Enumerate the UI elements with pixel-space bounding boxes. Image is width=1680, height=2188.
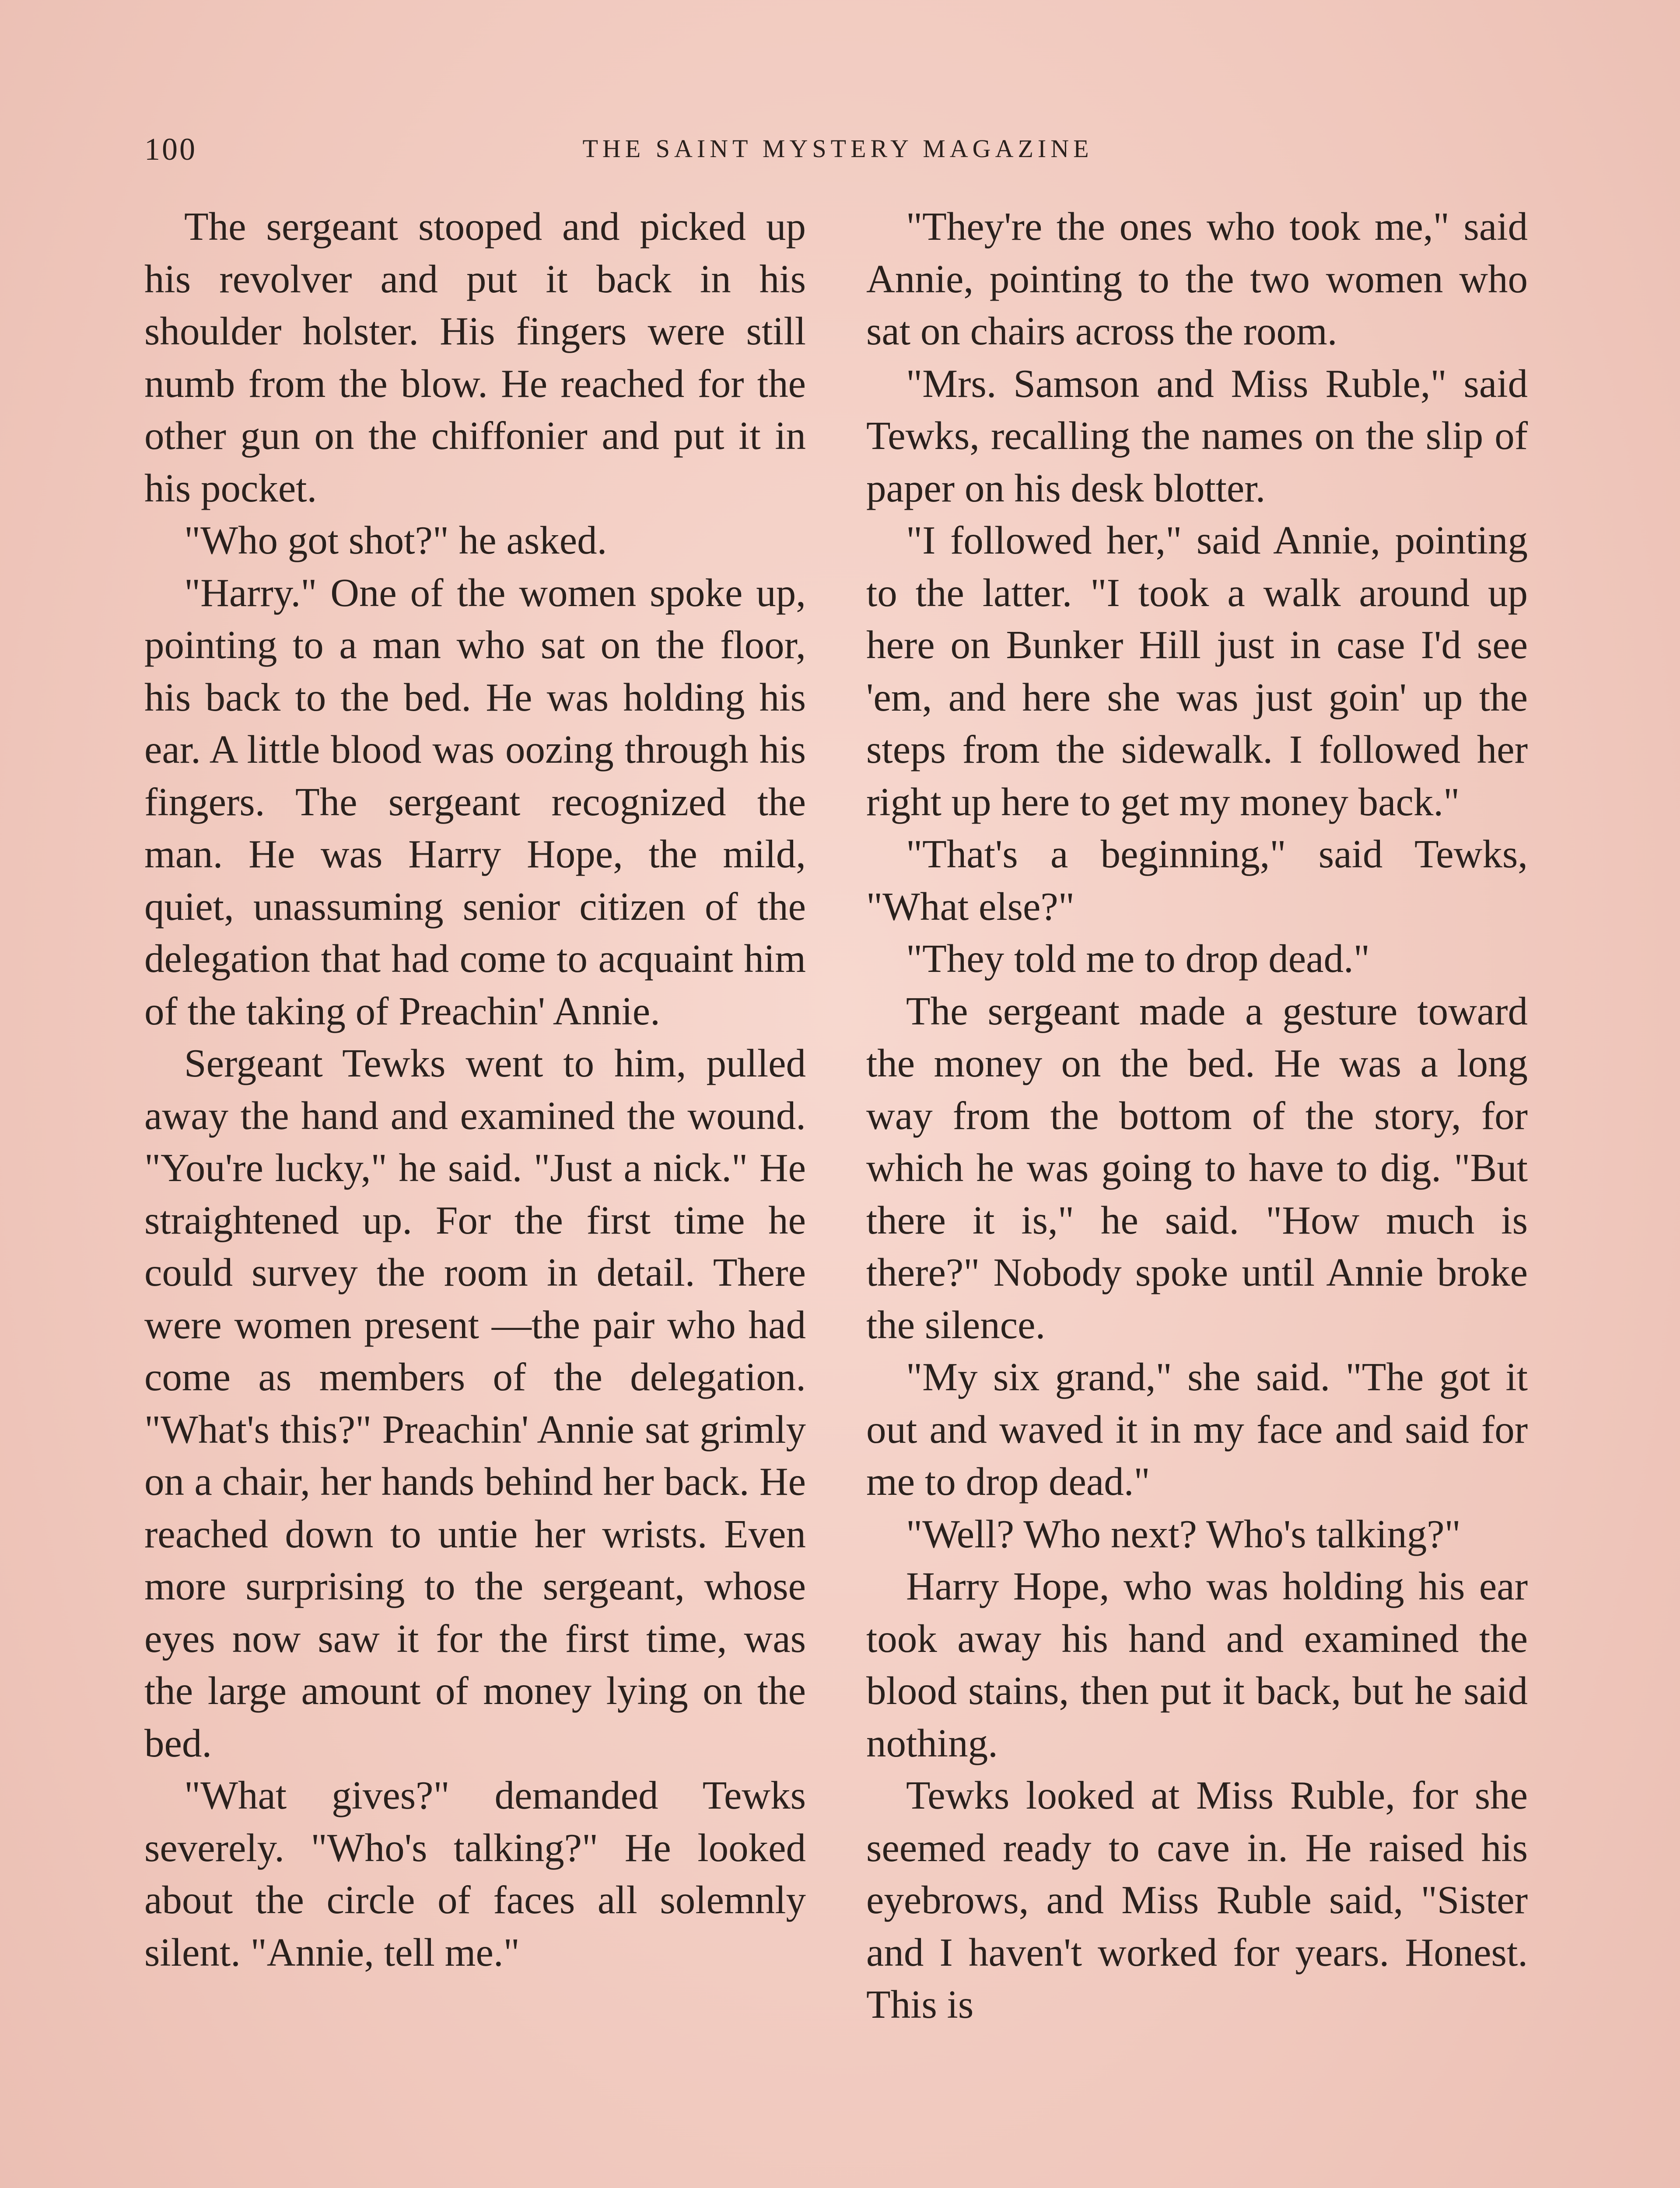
paragraph: "That's a beginning," said Tewks, "What else?": [866, 832, 1528, 929]
paragraph: "My six grand," she said. "The got it out and waved it in my face and said for me to drop dead.": [866, 1355, 1528, 1504]
paragraph: "I followed her," said Annie, pointing to the latter. "I took a walk around up here on Bunker Hill just in case I'd see 'em, and here she was just goin' up the steps from the sidewalk. I followed her right up here to get my money back.": [866, 518, 1528, 824]
magazine-title: THE SAINT MYSTERY MAGAZINE: [582, 134, 1093, 163]
page-number: 100: [144, 132, 197, 167]
paragraph: The sergeant stooped and picked up his revolver and put it back in his shoulder holster. His fingers were still numb from the blow. He reached for the other gun on the chiffonier and put it in his pocket.: [144, 204, 806, 510]
paragraph: Tewks looked at Miss Ruble, for she seemed ready to cave in. He raised his eyebrows, and Miss Ruble said, "Sister and I haven't worked for years. Honest. This is: [866, 1773, 1528, 2027]
paragraph: "Harry." One of the women spoke up, pointing to a man who sat on the floor, his back to the bed. He was holding his ear. A little blood was oozing through his fingers. The sergeant recognized the man. He was Harry Hope, the mild, quiet, unassuming senior citizen of the delegation that had come to acquaint him of the taking of Preachin' Annie.: [144, 570, 806, 1033]
paragraph: "Who got shot?" he asked.: [184, 518, 607, 562]
paragraph: "They told me to drop dead.": [906, 936, 1370, 981]
running-header: [144, 131, 1531, 175]
left-text-column: [144, 200, 806, 1978]
paragraph: "They're the ones who took me," said Annie, pointing to the two women who sat on chairs across the room.: [866, 204, 1528, 353]
paragraph: "Well? Who next? Who's talking?": [906, 1511, 1461, 1556]
paragraph: "Mrs. Samson and Miss Ruble," said Tewks, recalling the names on the slip of paper on his desk blotter.: [866, 361, 1528, 510]
paragraph: Sergeant Tewks went to him, pulled away the hand and examined the wound. "You're lucky," he said. "Just a nick." He straightened up. For the first time he could survey the room in detail. There were women present —the pair who had come as members of the delegation. "What's this?" Preachin' Annie sat grimly on a chair, her hands behind her back. He reached down to untie her wrists. Even more surprising to the sergeant, whose eyes now saw it for the first time, was the large amount of money lying on the bed.: [144, 1041, 806, 1765]
paragraph: The sergeant made a gesture toward the money on the bed. He was a long way from the bottom of the story, for which he was going to have to dig. "But there it is," he said. "How much is there?" Nobody spoke until Annie broke the silence.: [866, 989, 1528, 1347]
right-text-column: [866, 200, 1528, 2031]
paragraph: Harry Hope, who was holding his ear took away his hand and examined the blood stains, then put it back, but he said nothing.: [866, 1564, 1528, 1765]
paragraph: "What gives?" demanded Tewks severely. "Who's talking?" He looked about the circle of faces all solemnly silent. "Annie, tell me.": [144, 1773, 806, 1974]
